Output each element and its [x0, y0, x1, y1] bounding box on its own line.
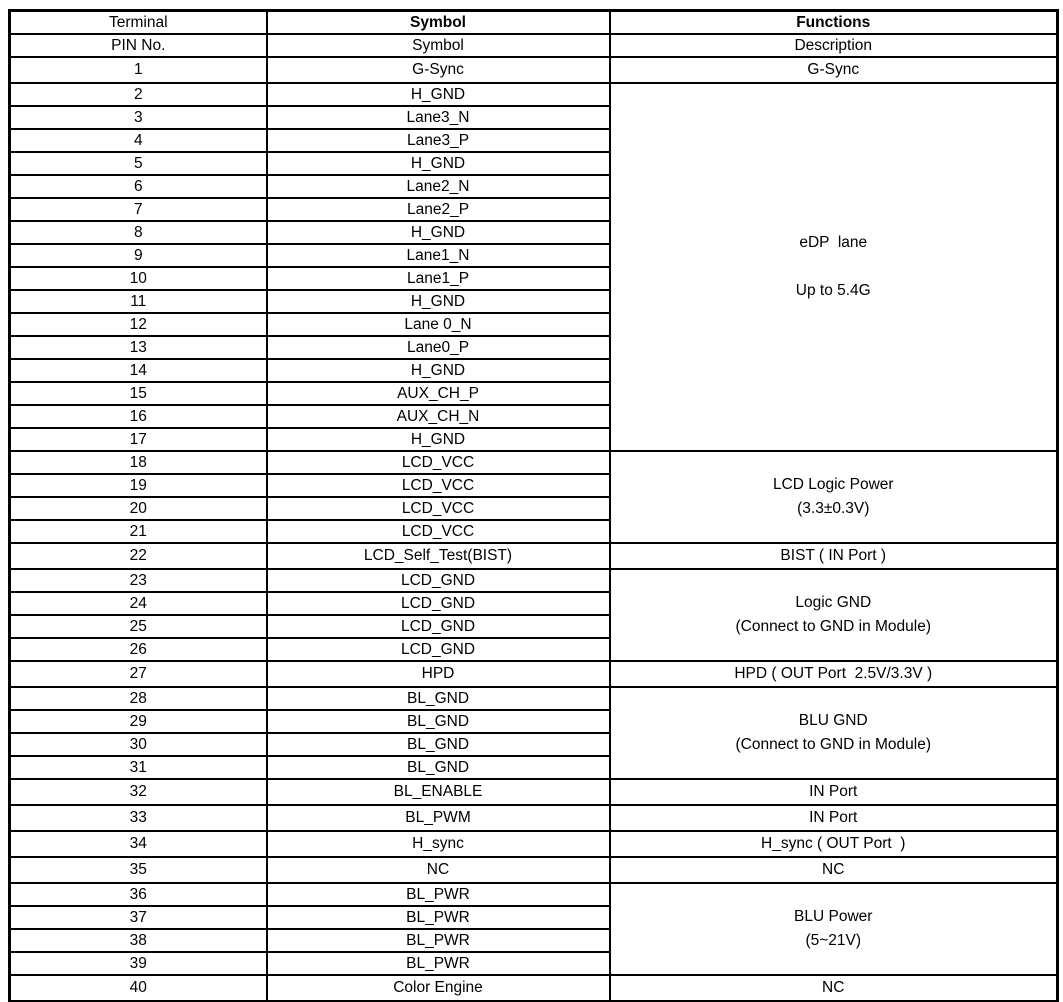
pin-number-cell: 25 — [10, 615, 267, 638]
symbol-cell: Color Engine — [267, 975, 610, 1002]
symbol-cell: Lane3_P — [267, 129, 610, 152]
symbol-cell: Lane2_P — [267, 198, 610, 221]
function-line: BIST ( IN Port ) — [780, 547, 887, 564]
symbol-cell: H_GND — [267, 152, 610, 175]
table-row — [10, 57, 1058, 83]
pin-number-cell: 31 — [10, 756, 267, 779]
symbol-cell: BL_GND — [267, 756, 610, 779]
header-row — [10, 11, 1058, 35]
symbol-cell: LCD_VCC — [267, 451, 610, 474]
pin-number-cell: 4 — [10, 129, 267, 152]
function-cell — [610, 857, 1058, 883]
function-line: Up to 5.4G — [795, 282, 871, 299]
function-line: Logic GND — [795, 594, 872, 611]
pin-number-cell: 27 — [10, 661, 267, 687]
symbol-cell: LCD_GND — [267, 592, 610, 615]
pin-number-cell: 2 — [10, 83, 267, 106]
pin-number-cell: 24 — [10, 592, 267, 615]
pin-number-cell: 30 — [10, 733, 267, 756]
symbol-cell: LCD_GND — [267, 638, 610, 661]
pin-number-cell: 7 — [10, 198, 267, 221]
header-symbol: Symbol — [267, 11, 610, 35]
function-cell — [610, 831, 1058, 857]
function-cell — [610, 883, 1058, 975]
function-line: (Connect to GND in Module) — [735, 618, 932, 635]
symbol-cell: AUX_CH_N — [267, 405, 610, 428]
pin-number-cell: 11 — [10, 290, 267, 313]
table-row — [10, 451, 1058, 474]
pin-number-cell: 26 — [10, 638, 267, 661]
pin-number-cell: 10 — [10, 267, 267, 290]
table-row — [10, 83, 1058, 106]
symbol-cell: NC — [267, 857, 610, 883]
pin-number-cell: 37 — [10, 906, 267, 929]
pin-number-cell: 16 — [10, 405, 267, 428]
pin-function-table — [8, 9, 1059, 1002]
table-row — [10, 543, 1058, 569]
function-line: (Connect to GND in Module) — [735, 736, 932, 753]
pin-number-cell: 17 — [10, 428, 267, 451]
function-line: BLU Power — [794, 908, 873, 925]
function-line: eDP lane — [799, 234, 868, 251]
pin-number-cell: 12 — [10, 313, 267, 336]
function-line — [611, 255, 1057, 279]
pin-number-cell: 3 — [10, 106, 267, 129]
pin-number-cell: 6 — [10, 175, 267, 198]
function-line: IN Port — [809, 809, 858, 826]
function-line: BLU GND — [798, 712, 868, 729]
symbol-cell: BL_PWR — [267, 883, 610, 906]
pin-number-cell: 29 — [10, 710, 267, 733]
symbol-cell: BL_PWR — [267, 952, 610, 975]
pin-number-cell: 19 — [10, 474, 267, 497]
table-row — [10, 779, 1058, 805]
symbol-cell: H_sync — [267, 831, 610, 857]
table-row — [10, 975, 1058, 1002]
symbol-cell: H_GND — [267, 359, 610, 382]
symbol-cell: BL_PWM — [267, 805, 610, 831]
function-cell — [610, 687, 1058, 779]
function-line: LCD Logic Power — [772, 476, 894, 493]
pin-rows-body — [10, 57, 1058, 1002]
pin-number-cell: 39 — [10, 952, 267, 975]
table-row — [10, 831, 1058, 857]
symbol-cell: Lane1_P — [267, 267, 610, 290]
symbol-cell: LCD_VCC — [267, 520, 610, 543]
symbol-cell: BL_GND — [267, 733, 610, 756]
pin-number-cell: 35 — [10, 857, 267, 883]
symbol-cell: BL_GND — [267, 687, 610, 710]
table-row — [10, 857, 1058, 883]
table-row — [10, 883, 1058, 906]
symbol-cell: LCD_GND — [267, 569, 610, 592]
pin-number-cell: 14 — [10, 359, 267, 382]
function-cell — [610, 805, 1058, 831]
table-row — [10, 805, 1058, 831]
symbol-cell: Lane 0_N — [267, 313, 610, 336]
function-cell — [610, 779, 1058, 805]
symbol-cell: Lane0_P — [267, 336, 610, 359]
function-cell — [610, 661, 1058, 687]
function-line: G-Sync — [807, 61, 860, 78]
pin-number-cell: 18 — [10, 451, 267, 474]
function-cell — [610, 451, 1058, 543]
symbol-cell: BL_GND — [267, 710, 610, 733]
symbol-cell: LCD_VCC — [267, 497, 610, 520]
subheader-pin-no: PIN No. — [10, 34, 267, 57]
symbol-cell: Lane2_N — [267, 175, 610, 198]
pin-number-cell: 20 — [10, 497, 267, 520]
symbol-cell: Lane1_N — [267, 244, 610, 267]
function-cell — [610, 543, 1058, 569]
symbol-cell: LCD_VCC — [267, 474, 610, 497]
table-row — [10, 569, 1058, 592]
function-cell — [610, 57, 1058, 83]
function-cell — [610, 83, 1058, 451]
symbol-cell: HPD — [267, 661, 610, 687]
symbol-cell: H_GND — [267, 221, 610, 244]
symbol-cell: LCD_Self_Test(BIST) — [267, 543, 610, 569]
pin-number-cell: 32 — [10, 779, 267, 805]
symbol-cell: LCD_GND — [267, 615, 610, 638]
subheader-row — [10, 34, 1058, 57]
symbol-cell: BL_PWR — [267, 906, 610, 929]
subheader-symbol: Symbol — [267, 34, 610, 57]
function-line: (3.3±0.3V) — [797, 500, 870, 517]
pin-number-cell: 40 — [10, 975, 267, 1002]
pin-number-cell: 1 — [10, 57, 267, 83]
symbol-cell: BL_ENABLE — [267, 779, 610, 805]
pin-number-cell: 33 — [10, 805, 267, 831]
pin-number-cell: 15 — [10, 382, 267, 405]
symbol-cell: BL_PWR — [267, 929, 610, 952]
header-terminal: Terminal — [10, 11, 267, 35]
pin-number-cell: 9 — [10, 244, 267, 267]
pin-number-cell: 21 — [10, 520, 267, 543]
function-line: (5~21V) — [805, 932, 862, 949]
function-line: NC — [822, 861, 845, 878]
function-line: HPD ( OUT Port 2.5V/3.3V ) — [734, 665, 933, 682]
table-row — [10, 661, 1058, 687]
pin-number-cell: 34 — [10, 831, 267, 857]
function-line: H_sync ( OUT Port ) — [761, 835, 906, 852]
symbol-cell: H_GND — [267, 290, 610, 313]
symbol-cell: Lane3_N — [267, 106, 610, 129]
pin-number-cell: 36 — [10, 883, 267, 906]
function-line: IN Port — [809, 783, 858, 800]
symbol-cell: AUX_CH_P — [267, 382, 610, 405]
pin-number-cell: 13 — [10, 336, 267, 359]
pin-number-cell: 8 — [10, 221, 267, 244]
pin-number-cell: 23 — [10, 569, 267, 592]
pin-number-cell: 28 — [10, 687, 267, 710]
symbol-cell: G-Sync — [267, 57, 610, 83]
pin-number-cell: 22 — [10, 543, 267, 569]
table-row — [10, 687, 1058, 710]
function-line: NC — [822, 979, 845, 996]
function-cell — [610, 975, 1058, 1002]
function-cell — [610, 569, 1058, 661]
pin-number-cell: 38 — [10, 929, 267, 952]
pin-number-cell: 5 — [10, 152, 267, 175]
datasheet-page — [0, 9, 1063, 1002]
symbol-cell: H_GND — [267, 428, 610, 451]
header-functions: Functions — [610, 11, 1058, 35]
subheader-description: Description — [610, 34, 1058, 57]
symbol-cell: H_GND — [267, 83, 610, 106]
